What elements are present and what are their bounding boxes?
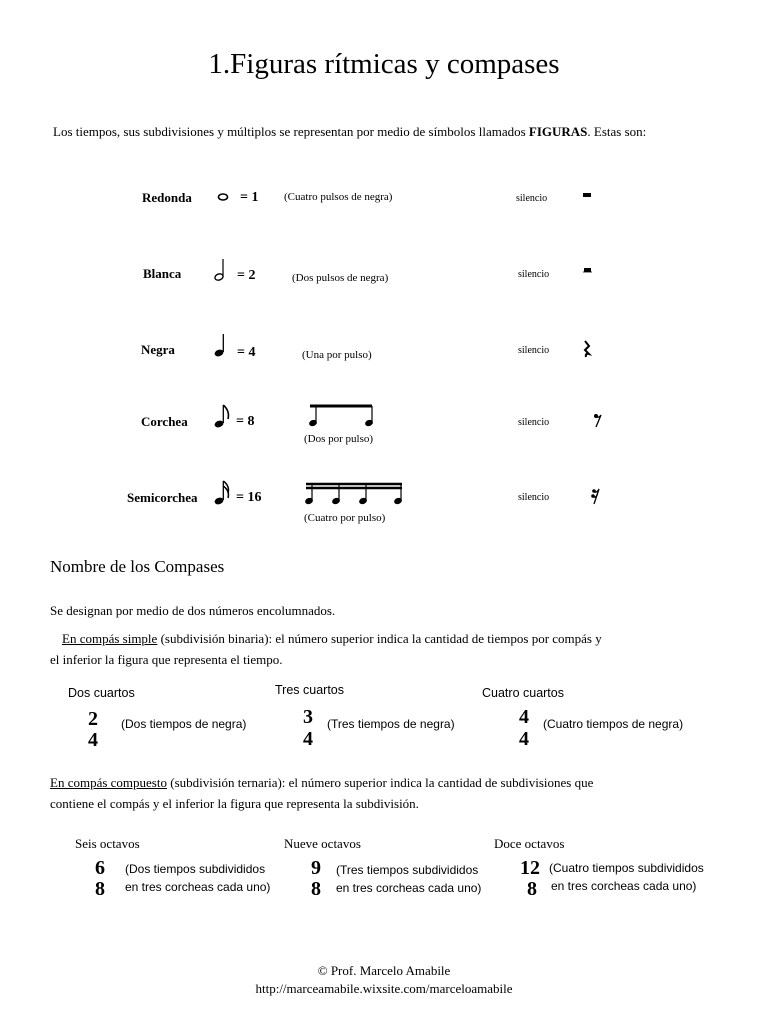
meter-note-line2: en tres corcheas cada uno) xyxy=(551,879,697,893)
meter-note-line2: en tres corcheas cada uno) xyxy=(125,880,271,894)
compound-definition-text: (subdivisión ternaria): el número superior indica la cantidad de subdivisiones que xyxy=(166,775,594,790)
figure-equation: = 8 xyxy=(236,414,255,429)
meter-label: Nueve octavos xyxy=(284,836,361,851)
meter-top-number: 9 xyxy=(311,857,321,879)
simple-definition-text: (subdivisión binaria): el número superior indica la cantidad de tiempos por compás y xyxy=(157,631,602,646)
section-heading: Nombre de los Compases xyxy=(50,557,225,576)
rest-label: silencio xyxy=(518,345,550,356)
figure-name: Corchea xyxy=(141,414,188,429)
quarter-note-icon xyxy=(214,334,228,358)
meter-top-number: 12 xyxy=(520,857,540,879)
meter-bottom-number: 8 xyxy=(527,878,537,900)
rest-label: silencio xyxy=(518,417,550,428)
meter-top-number: 3 xyxy=(303,706,313,728)
rest-label: silencio xyxy=(518,269,550,280)
sixteenth-rest-icon xyxy=(591,488,601,506)
page-title: 1.Figuras rítmicas y compases xyxy=(208,48,560,80)
simple-definition-line1 xyxy=(62,631,602,647)
rest-label: silencio xyxy=(516,193,548,204)
meter-label: Doce octavos xyxy=(494,836,565,851)
compound-term: En compás compuesto xyxy=(50,775,167,790)
figure-description: (Dos por pulso) xyxy=(304,433,374,445)
whole-note-icon xyxy=(218,193,230,203)
eighth-rest-icon xyxy=(593,413,603,429)
meter-note: (Cuatro tiempos de negra) xyxy=(543,717,684,731)
rest-label: silencio xyxy=(518,492,550,503)
half-rest-icon xyxy=(583,266,593,274)
meter-note-line1: (Cuatro tiempos subdivididos xyxy=(549,861,704,875)
simple-term: En compás simple xyxy=(62,631,158,646)
compound-definition-line2: contiene el compás y el inferior la figura que representa la subdivisión. xyxy=(50,796,419,811)
figure-equation: = 4 xyxy=(237,345,256,360)
intro-text-end: . Estas son: xyxy=(587,124,647,139)
figure-description: (Dos pulsos de negra) xyxy=(292,272,389,284)
meter-top-number: 4 xyxy=(519,706,529,728)
meter-bottom-number: 8 xyxy=(311,878,321,900)
intro-text: Los tiempos, sus subdivisiones y múltiplos se representan por medio de símbolos llamados xyxy=(53,124,529,139)
figure-description: (Una por pulso) xyxy=(302,349,372,361)
meter-bottom-number: 4 xyxy=(88,729,98,751)
meter-note-line1: (Tres tiempos subdivididos xyxy=(336,863,479,877)
simple-definition-line2: el inferior la figura que representa el tiempo. xyxy=(50,652,283,667)
meter-bottom-number: 4 xyxy=(303,728,313,750)
figure-name: Redonda xyxy=(142,190,192,205)
meter-label: Seis octavos xyxy=(75,836,140,851)
sixteenth-note-icon xyxy=(214,481,236,507)
figure-description: (Cuatro pulsos de negra) xyxy=(284,191,393,203)
meter-top-number: 6 xyxy=(95,857,105,879)
figure-name: Negra xyxy=(141,342,175,357)
meter-label: Tres cuartos xyxy=(275,683,345,697)
compound-definition-line1 xyxy=(50,775,593,791)
quarter-rest-icon xyxy=(582,340,592,358)
meter-top-number: 2 xyxy=(88,708,98,730)
figure-name: Semicorchea xyxy=(127,490,198,505)
figure-equation: = 2 xyxy=(237,268,256,283)
footer-url: http://marceamabile.wixsite.com/marceloamabile xyxy=(255,981,513,996)
meter-note: (Tres tiempos de negra) xyxy=(327,717,455,731)
designation-text: Se designan por medio de dos números encolumnados. xyxy=(50,603,336,618)
meter-note-line2: en tres corcheas cada uno) xyxy=(336,881,482,895)
meter-note-line1: (Dos tiempos subdivididos xyxy=(125,862,266,876)
meter-label: Dos cuartos xyxy=(68,686,135,700)
intro-paragraph xyxy=(53,123,733,141)
meter-label: Cuatro cuartos xyxy=(482,686,564,700)
whole-rest-icon xyxy=(583,193,593,199)
meter-bottom-number: 4 xyxy=(519,728,529,750)
beamed-eighth-notes-icon xyxy=(308,404,378,428)
intro-bold-term: FIGURAS xyxy=(528,124,588,139)
meter-bottom-number: 8 xyxy=(95,878,105,900)
half-note-icon xyxy=(214,258,228,282)
figure-equation: = 1 xyxy=(240,190,259,205)
figure-description: (Cuatro por pulso) xyxy=(304,512,386,524)
beamed-sixteenth-notes-icon xyxy=(304,482,404,506)
footer-author: © Prof. Marcelo Amabile xyxy=(317,963,451,978)
figure-name: Blanca xyxy=(143,266,182,281)
meter-note: (Dos tiempos de negra) xyxy=(121,717,247,731)
figure-equation: = 16 xyxy=(236,490,262,505)
eighth-note-icon xyxy=(214,405,236,429)
